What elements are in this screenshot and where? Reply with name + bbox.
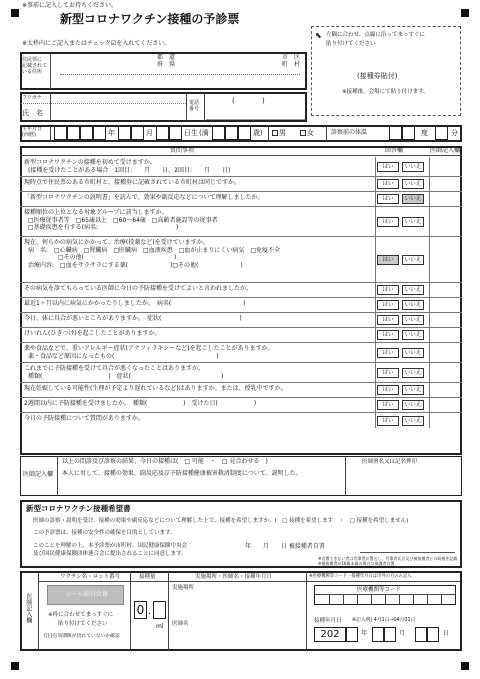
answer-options (375, 343, 425, 362)
question-text (24, 300, 246, 308)
question-text (24, 159, 230, 174)
doctor-name-label: 医師名 (172, 621, 189, 627)
question-row (20, 313, 462, 328)
age-digit-1[interactable] (212, 126, 225, 140)
question-text (24, 385, 287, 393)
answer-options (375, 363, 425, 382)
answer-options (375, 207, 425, 236)
consent-agreement-line1: このことを理解の上、本予診票が市町村、国民健康保険中央会 (33, 543, 188, 549)
age-digit-3[interactable] (238, 126, 251, 140)
answer-no-checkbox[interactable]: いいえ (402, 368, 424, 378)
temperature-degree-unit: 度 (421, 129, 428, 137)
expiry-note: (注)有効期限が切れていないか確認 (44, 634, 120, 639)
doctor-note-cell[interactable] (429, 383, 462, 397)
doctor-note-cell[interactable] (429, 177, 462, 191)
question-line: 薬・食品など原因になったもの( ) (28, 352, 219, 360)
temperature-minute-digit[interactable] (435, 126, 448, 140)
gender-male[interactable]: 男 (272, 129, 286, 137)
prefecture-label: 都 道 府 県 (157, 54, 176, 68)
answer-options (375, 383, 425, 397)
question-text (24, 330, 161, 338)
birth-year-digit-3[interactable] (80, 126, 93, 140)
female-checkbox[interactable] (300, 130, 306, 136)
doctor-note-cell[interactable] (429, 207, 462, 236)
birth-month-digit-2[interactable] (131, 126, 144, 140)
address-label: 住民票に 記載されて いる住所 (22, 57, 48, 75)
question-row (20, 207, 462, 237)
answer-no-checkbox[interactable]: いいえ (402, 416, 424, 426)
question-line: 最近1ヶ月以内に病気にかかったりしましたか。 病名( ) (24, 300, 246, 307)
medical-code-box (314, 585, 456, 605)
doctor-signature-label: 医師署名又は記名押印 (362, 459, 418, 465)
medical-code-cell-divider (343, 594, 344, 605)
question-text (24, 194, 263, 202)
answer-options (375, 398, 425, 412)
answer-no-checkbox[interactable]: いいえ (402, 330, 424, 340)
medical-code-cell-divider (441, 594, 442, 605)
birth-year-digit-1[interactable] (54, 126, 67, 140)
question-line: 接種順位の上位となる対象グループに該当しますか。 (24, 209, 168, 216)
answer-yes-checkbox[interactable]: はい (377, 400, 399, 410)
question-row (20, 413, 462, 428)
answer-no-checkbox[interactable]: いいえ (402, 285, 424, 295)
consent-note-2: ※被接種者が16歳未満の場合は保護者自署 (318, 561, 395, 566)
question-line: □医療従事者等 □65歳以上 □60〜64歳 □高齢者施設等の従事者 (28, 216, 218, 224)
question-row (20, 343, 462, 363)
doctor-section-label: 医師記入欄 (23, 471, 54, 478)
answer-yes-checkbox[interactable]: はい (377, 255, 399, 265)
page-title: 新型コロナワクチン接種の予診票 (60, 12, 240, 26)
question-line: (接種を受けたことがある場合 1回目: 月 日、2回目: 月 日) (28, 166, 231, 174)
dose-unit: ml (156, 623, 164, 630)
question-line: 2週間以内に予防接種を受けましたか。 種類( ) 受けた日( ) (24, 400, 257, 407)
name-label: 氏 名 (22, 109, 43, 117)
dose-integer-box[interactable]: 0 (134, 601, 147, 619)
vaccination-day-digit-2[interactable] (427, 627, 439, 642)
consent-signature-field[interactable] (360, 540, 455, 553)
answer-yes-checkbox[interactable]: はい (377, 368, 399, 378)
phone-paren-close: ) (262, 97, 265, 105)
medical-code-cell-divider (385, 594, 386, 605)
phone-input[interactable] (206, 108, 305, 120)
question-line: □その他( ) (28, 254, 177, 261)
vaccination-ticket-area (311, 26, 461, 116)
answer-options (375, 192, 425, 206)
answer-no-checkbox[interactable]: いいえ (402, 400, 424, 410)
question-text (24, 400, 256, 408)
question-line: 薬や食品などで、重いアレルギー症状(アナフィラキシーなど)を起こしたことがありますか。 (24, 345, 274, 352)
answer-header: 回答欄 (385, 147, 404, 154)
doctor-note-cell[interactable] (429, 237, 462, 282)
question-line: 現在妊娠している可能性(生理が予定より遅れているなど)はありますか。または、授乳中ですか。 (24, 385, 287, 392)
vaccination-date-label: 接種年月日 (314, 618, 342, 624)
answer-options (375, 298, 425, 312)
question-row (20, 237, 462, 283)
age-close: 歳) (253, 129, 263, 137)
birth-year-digit-2[interactable] (67, 126, 80, 140)
question-line: 種類( ) 症状( ) (28, 372, 224, 380)
question-line: 「新型コロナワクチンの説明書」を読んで、効果や副反応などについて理解しましたか。 (24, 194, 264, 201)
vaccination-year-digit[interactable] (346, 627, 358, 642)
medical-code-label: 医療機関等コード (357, 587, 402, 593)
question-line: 現時点で住民票のある市町村と、接種券に記載されている市町村は同じですか。 (24, 179, 241, 186)
place-doctor-header: 実施場所・医師名・接種年月日 (195, 574, 273, 580)
answer-no-checkbox[interactable]: いいえ (402, 300, 424, 310)
question-text (24, 179, 240, 187)
doctor-signature-field[interactable] (347, 467, 460, 494)
birth-month-digit-1[interactable] (118, 126, 131, 140)
answer-yes-checkbox[interactable]: はい (377, 348, 399, 358)
age-open: (満 (199, 129, 209, 137)
furigana-label: フリガナ (22, 95, 42, 101)
answer-options (375, 328, 425, 342)
gender-female[interactable]: 女 (300, 129, 314, 137)
questions-header: 質問事項 (170, 147, 195, 154)
doctor-note-cell[interactable] (429, 192, 462, 206)
temperature-label: 診察前の体温 (331, 129, 368, 136)
question-row (20, 383, 462, 398)
male-checkbox[interactable] (272, 130, 278, 136)
doctor-note-cell[interactable] (429, 298, 462, 312)
vaccination-month-digit-2[interactable] (384, 627, 396, 642)
medical-code-cell-divider (399, 594, 400, 605)
question-text (24, 365, 223, 380)
vaccination-day-unit: 日 (443, 630, 450, 637)
medical-code-cell-divider (371, 594, 372, 605)
vaccination-month-unit: 月 (399, 630, 406, 637)
ticket-note: ※接種後、会場にて貼り付けます。 (342, 89, 429, 95)
ticket-instruction-line1: 左隅に合わせ、点線に沿ってまっすぐに (326, 32, 425, 38)
corner-mark (11, 9, 19, 17)
answer-no-checkbox[interactable]: いいえ (402, 315, 424, 325)
question-row (20, 283, 462, 298)
temperature-minute-unit: 分 (451, 129, 458, 137)
question-line: けいれん(ひきつけ)を起こしたことがありますか。 (24, 330, 161, 337)
ticket-instruction-line2: 貼り付けてください (326, 41, 376, 47)
sticker-label: シール貼付位置 (66, 591, 108, 598)
answer-yes-checkbox[interactable]: はい (377, 315, 399, 325)
question-text (24, 315, 242, 323)
medical-code-cell-divider (413, 594, 414, 605)
doctor-header: 医師記入欄 (430, 147, 461, 154)
place-field[interactable] (172, 593, 302, 611)
consent-agreement-line2: 及び国民健康保険団体連合会に提出されることに同意します。 (33, 551, 187, 557)
sticker-note-2: 貼り付けてください (58, 621, 108, 627)
consent-date-signature-label: 年 月 日 被接種者自署 (245, 543, 325, 550)
answer-yes-checkbox[interactable]: はい (377, 285, 399, 295)
lot-number-header: ワクチン名・ロット番号 (60, 574, 121, 580)
consent-title: 新型コロナワクチン接種希望書 (26, 504, 131, 513)
answer-yes-checkbox[interactable]: はい (377, 300, 399, 310)
question-line: 病 名: □心臓病 □腎臓病 □肝臓病 □血液疾患 □血が止まりにくい病気 □免疫不全 (28, 246, 281, 254)
birth-year-digit-4[interactable] (93, 126, 106, 140)
medical-code-cell-divider (357, 594, 358, 605)
instruction-text: ※太枠内にご記入またはチェック☑を入れてください。 (22, 40, 171, 47)
doctor-judgement-text: 以上の問診及び診察の結果、今日の接種は( □ 可能 ・ □ 見合わせる ) (62, 458, 268, 465)
phone-paren-open: ( (232, 97, 235, 105)
question-text (24, 345, 274, 360)
answer-no-checkbox[interactable]: いいえ (402, 217, 424, 227)
code-date-header: ※医療機関等コード・接種年月日は市外の方のみ記入 (309, 574, 412, 579)
answer-no-checkbox[interactable]: いいえ (402, 255, 424, 265)
doctor-note-cell[interactable] (429, 363, 462, 382)
doctor-note-cell[interactable] (429, 398, 462, 412)
vaccination-date-example: ※記入例) 4月1日→04月01日 (352, 618, 416, 623)
question-row (20, 363, 462, 383)
question-line: 現在、何らかの病気にかかって、治療(投薬など)を受けていますか。 (24, 239, 209, 246)
dose-decimal-point: . (148, 606, 152, 617)
question-row (20, 157, 462, 177)
doctor-note-cell[interactable] (429, 283, 462, 297)
medical-code-cell-divider (427, 594, 428, 605)
name-input[interactable] (52, 104, 186, 121)
ticket-corner-arrow-icon: ⬉ (315, 31, 322, 40)
age-digit-2[interactable] (225, 126, 238, 140)
birth-month-unit: 月 (146, 129, 153, 137)
doctor-note-cell[interactable] (429, 343, 462, 362)
answer-yes-checkbox[interactable]: はい (377, 385, 399, 395)
answer-options (375, 283, 425, 297)
answer-yes-checkbox[interactable]: はい (377, 162, 399, 172)
vaccination-month-digit-1[interactable] (372, 627, 384, 642)
sticker-area[interactable] (47, 585, 124, 605)
birth-day-unit: 日生 (184, 129, 198, 137)
birth-year-unit: 年 (108, 129, 115, 137)
question-row (20, 398, 462, 413)
vaccination-day-digit-1[interactable] (415, 627, 427, 642)
question-line: 今日、体に具合が悪いところがありますか。 症状( ) (24, 315, 242, 322)
place-label: 実施場所 (172, 585, 195, 591)
answer-yes-checkbox[interactable]: はい (377, 179, 399, 189)
medical-code-cell-divider (329, 594, 330, 605)
doctor-explanation-text: 本人に対して、接種の効果、副反応及び予防接種健康被害救済制度について、説明した。 (62, 470, 302, 477)
birth-day-digit-2[interactable] (169, 126, 182, 140)
answer-no-checkbox[interactable]: いいえ (402, 348, 424, 358)
corner-mark (11, 662, 19, 670)
answer-no-checkbox[interactable]: いいえ (402, 385, 424, 395)
doctor-note-cell[interactable] (429, 313, 462, 327)
birthdate-label: 生年月日 (西暦) (22, 126, 43, 138)
temperature-digit-2[interactable] (402, 126, 415, 140)
vaccination-year-unit: 年 (361, 630, 368, 637)
answer-yes-checkbox[interactable]: はい (377, 194, 399, 204)
question-row (20, 298, 462, 313)
question-text (24, 209, 218, 232)
phone-label: 電話 番号 (189, 100, 200, 112)
city-label: 市 区 町 村 (282, 54, 301, 68)
doctor-note-cell[interactable] (429, 328, 462, 342)
question-line: これまでに予防接種を受けて具合が悪くなったことはありますか。 (24, 365, 205, 372)
question-line: 新型コロナワクチンの接種を初めて受けますか。 (24, 159, 156, 166)
question-line: 今日の予防接種について質問がありますか。 (24, 415, 144, 422)
answer-options (375, 177, 425, 191)
question-row (20, 192, 462, 207)
answer-yes-checkbox[interactable]: はい (377, 330, 399, 340)
question-text (24, 285, 252, 293)
vaccine-section-side-label: 医師記入欄 (24, 593, 32, 623)
ticket-label: (接種券貼付) (357, 72, 398, 80)
table-header (20, 146, 462, 156)
address-input[interactable] (52, 70, 305, 88)
question-line: □基礎疾患を有する(病名: ) (28, 224, 179, 231)
consent-question: 医師の診察・説明を受け、接種の効果や副反応などについて理解した上で、接種を希望しますか。( □ 接種を希望します ・ □ 接種を希望しません) (33, 518, 409, 524)
vaccination-year-prefix: 202 (314, 627, 346, 642)
doctor-note-cell[interactable] (429, 413, 462, 428)
question-text (24, 239, 280, 269)
doctor-note-cell[interactable] (429, 157, 462, 176)
answer-options (375, 313, 425, 327)
answer-no-checkbox[interactable]: いいえ (402, 179, 424, 189)
dose-header: 接種量 (139, 574, 156, 580)
consent-note-1: ※自署できない者は代筆者が署名し、代筆者氏名及び被接種者との続柄を記載 (318, 556, 458, 561)
consent-purpose: この予診票は、接種の安全性の確保を目的としています。 (33, 530, 176, 536)
question-text (24, 415, 144, 423)
answer-yes-checkbox[interactable]: はい (377, 416, 399, 426)
answer-no-checkbox[interactable]: いいえ (402, 194, 424, 204)
question-line: その病気を診てもらっている医師に今日の予防接種を受けてよいと言われましたか。 (24, 285, 253, 292)
question-row (20, 177, 462, 192)
temperature-digit-1[interactable] (389, 126, 402, 140)
corner-mark (461, 9, 469, 17)
dose-decimal-box[interactable] (153, 601, 166, 619)
prefill-note: ※事前に記入してお持ちください。 (22, 2, 118, 9)
answer-options (375, 157, 425, 176)
doctor-name-field[interactable] (195, 615, 302, 633)
question-line: 治療内容: □血をサラサラにする薬( )□その他( ) (28, 261, 243, 269)
answer-options (375, 237, 425, 282)
corner-mark (461, 662, 469, 670)
birth-day-digit-1[interactable] (156, 126, 169, 140)
answer-yes-checkbox[interactable]: はい (377, 217, 399, 227)
answer-no-checkbox[interactable]: いいえ (402, 162, 424, 172)
question-row (20, 328, 462, 343)
answer-options (375, 413, 425, 428)
sticker-note-1: ※枠に合わせてまっすぐに (48, 612, 114, 618)
